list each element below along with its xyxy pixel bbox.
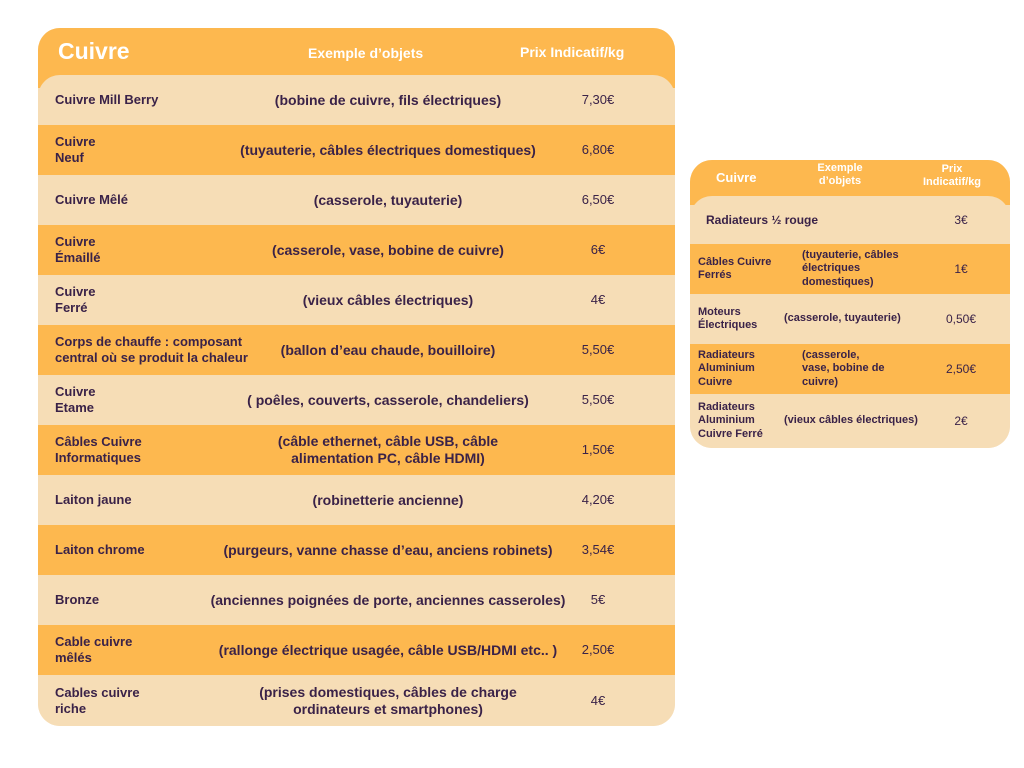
- example-objects: (purgeurs, vanne chasse d’eau, anciens robinets): [223, 541, 553, 558]
- material-name: Cuivre Etame: [55, 384, 96, 415]
- table-title: Cuivre: [58, 38, 130, 64]
- table-row: [690, 196, 1010, 244]
- example-objects: (tuyauterie, câbles électriques domestiques): [802, 249, 899, 288]
- table-row: [38, 675, 675, 726]
- material-name: Bronze: [55, 592, 100, 608]
- example-objects: (casserole, tuyauterie): [313, 191, 463, 208]
- material-name: Cable cuivre mêlés: [55, 634, 133, 665]
- example-objects: (casserole, vase, bobine de cuivre): [802, 349, 885, 388]
- price-per-kg: 1€: [954, 261, 968, 276]
- price-per-kg: 3,54€: [581, 542, 615, 558]
- example-objects: [802, 196, 932, 244]
- price-per-kg: 6,80€: [581, 142, 615, 158]
- price-per-kg: 5,50€: [581, 342, 615, 358]
- example-objects: ( poêles, couverts, casserole, chandeliers): [247, 391, 529, 408]
- table-row: [38, 575, 675, 625]
- price-per-kg: 2,50€: [945, 361, 977, 376]
- table-row: [38, 375, 675, 425]
- side-column-header-price: Prix Indicatif/kg: [922, 163, 982, 189]
- table-row: [38, 525, 675, 575]
- table-row: [690, 244, 1010, 294]
- price-per-kg: 6,50€: [581, 192, 615, 208]
- table-row: [38, 325, 675, 375]
- table-row: [38, 425, 675, 475]
- material-name: Corps de chauffe : composant central où se produit la chaleur: [55, 334, 248, 365]
- secondary-price-table: [690, 160, 1010, 448]
- material-name: Laiton chrome: [55, 542, 145, 558]
- example-objects: (tuyauterie, câbles électriques domestiques): [240, 141, 536, 158]
- price-per-kg: 7,30€: [581, 92, 615, 108]
- material-name: Radiateurs Aluminium Cuivre: [698, 349, 755, 388]
- price-per-kg: 4€: [590, 292, 606, 308]
- material-name: Câbles Cuivre Ferrés: [698, 255, 772, 281]
- side-table-title: Cuivre: [716, 170, 757, 185]
- side-column-header-example: Exemple d’objets: [817, 162, 863, 188]
- column-header-example: Exemple d’objets: [308, 45, 424, 61]
- table-row: [38, 225, 675, 275]
- example-objects: (vieux câbles électriques): [302, 291, 474, 308]
- material-name: Cuivre Mêlé: [55, 192, 128, 208]
- column-header-price: Prix Indicatif/kg: [520, 44, 625, 60]
- example-objects: (câble ethernet, câble USB, câble alimentation PC, câble HDMI): [277, 433, 499, 466]
- price-per-kg: 3€: [954, 212, 968, 227]
- material-name: Cuivre Ferré: [55, 284, 96, 315]
- price-per-kg: 4,20€: [581, 492, 615, 508]
- copper-price-table: [38, 28, 675, 726]
- price-per-kg: 0,50€: [945, 311, 977, 326]
- material-name: Moteurs Électriques: [698, 305, 758, 331]
- example-objects: (anciennes poignées de porte, anciennes casseroles): [210, 591, 566, 608]
- material-name: Laiton jaune: [55, 492, 132, 508]
- table-row: [38, 625, 675, 675]
- table-row: [690, 394, 1010, 448]
- table-row: [38, 275, 675, 325]
- price-per-kg: 5€: [590, 592, 606, 608]
- price-per-kg: 1,50€: [581, 442, 615, 458]
- example-objects: (bobine de cuivre, fils électriques): [274, 91, 502, 108]
- table-row: [690, 294, 1010, 344]
- table-row: [38, 175, 675, 225]
- example-objects: (ballon d’eau chaude, bouilloire): [280, 341, 496, 358]
- material-name: Cuivre Neuf: [55, 134, 96, 165]
- price-per-kg: 5,50€: [581, 392, 615, 408]
- price-per-kg: 2€: [954, 413, 968, 428]
- price-per-kg: 4€: [590, 692, 606, 708]
- material-name: Cables cuivre riche: [55, 684, 140, 716]
- price-per-kg: 2,50€: [581, 642, 615, 658]
- table-row: [38, 125, 675, 175]
- table-row: [38, 75, 675, 125]
- material-name: Cuivre Mill Berry: [55, 92, 159, 108]
- material-name: Radiateurs ½ rouge: [706, 212, 819, 227]
- material-name: Radiateurs Aluminium Cuivre Ferré: [698, 401, 763, 440]
- example-objects: (rallonge électrique usagée, câble USB/HDMI etc.. ): [218, 641, 558, 658]
- table-row: [690, 344, 1010, 394]
- example-objects: (vieux câbles électriques): [784, 414, 918, 427]
- example-objects: (prises domestiques, câbles de charge ordinateurs et smartphones): [259, 683, 517, 717]
- example-objects: (casserole, tuyauterie): [784, 312, 901, 325]
- table-row: [38, 475, 675, 525]
- example-objects: (casserole, vase, bobine de cuivre): [272, 241, 504, 258]
- material-name: Cuivre Émaillé: [55, 234, 101, 265]
- price-per-kg: 6€: [590, 242, 606, 258]
- example-objects: (robinetterie ancienne): [312, 491, 464, 508]
- material-name: Câbles Cuivre Informatiques: [55, 434, 142, 465]
